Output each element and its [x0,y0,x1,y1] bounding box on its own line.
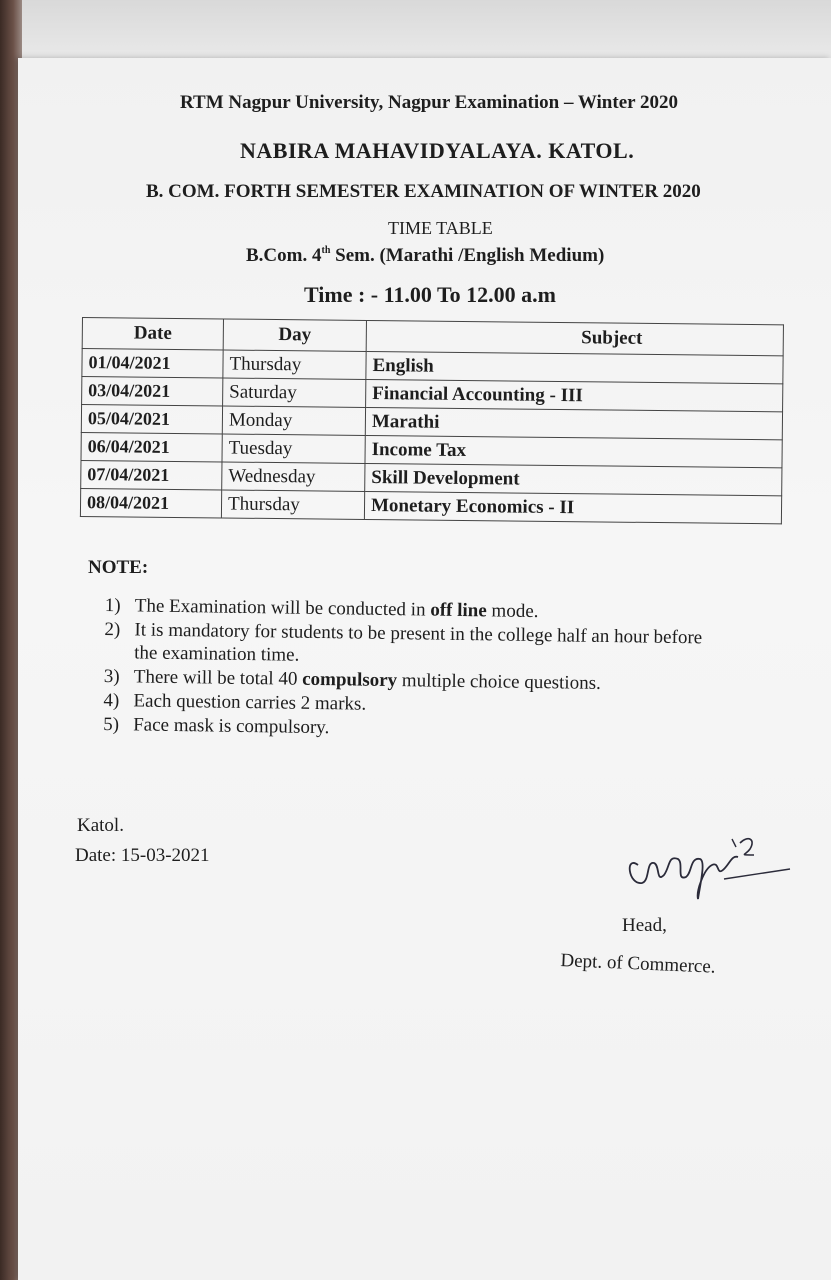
note-number: 3) [103,665,120,688]
cell-day: Thursday [221,490,364,519]
exam-title: B. COM. FORTH SEMESTER EXAMINATION OF WINTER 2020 [146,181,701,202]
cell-day: Saturday [223,378,366,407]
cell-subject: Monetary Economics - II [364,491,781,523]
note-text-end: multiple choice questions. [396,670,601,694]
cell-day: Monday [222,406,365,435]
note-text: Each question carries 2 marks. [133,690,367,715]
col-header-day: Day [223,319,366,351]
note-text: It is mandatory for students to be present in the college half an hour before [134,619,703,649]
note-text-end: mode. [486,600,539,623]
cell-date: 03/04/2021 [82,377,223,406]
note-number: 4) [103,689,120,712]
course-line-pre: B.Com. 4 [246,245,322,266]
issue-date: Date: 15-03-2021 [75,845,210,866]
cell-day: Tuesday [222,434,365,463]
signatory-title: Head, [622,915,667,936]
timetable-title: TIME TABLE [388,218,493,238]
notes-title: NOTE: [88,557,149,578]
cell-subject: Financial Accounting - III [366,379,783,411]
department-name: Dept. of Commerce. [560,950,716,978]
note-text: There will be total 40 [133,666,303,690]
cell-subject: Marathi [365,407,782,439]
course-line [246,245,604,267]
note-number: 1) [104,594,121,617]
cell-subject: Skill Development [365,463,782,495]
col-header-subject: Subject [366,320,783,355]
cell-date: 08/04/2021 [80,488,221,517]
cell-date: 06/04/2021 [81,432,222,461]
university-heading: RTM Nagpur University, Nagpur Examination – Winter 2020 [180,92,678,113]
course-line-sup: th [321,245,331,256]
cell-subject: Income Tax [365,435,782,467]
cell-date: 05/04/2021 [81,405,222,434]
cell-day: Thursday [223,350,366,379]
note-continuation: the examination time. [134,642,300,666]
exam-time: Time : - 11.00 To 12.00 a.m [304,282,557,307]
timetable [80,317,784,524]
note-text: Face mask is compulsory. [133,714,330,739]
college-name: NABIRA MAHAVIDYALAYA. KATOL. [240,138,635,163]
note-emphasis: compulsory [301,668,398,692]
course-line-post: Sem. (Marathi /English Medium) [330,245,605,266]
cell-subject: English [366,351,783,383]
col-header-date: Date [82,318,223,350]
place-label: Katol. [77,815,124,836]
table-row [80,488,781,523]
note-number: 5) [103,713,120,736]
notes-list [103,594,815,747]
cell-date: 01/04/2021 [82,349,223,378]
note-text: The Examination will be conducted in [134,595,431,621]
cell-day: Wednesday [222,462,365,491]
signature-image [620,825,795,905]
cell-date: 07/04/2021 [81,460,222,489]
note-number: 2) [104,618,121,641]
note-emphasis: off line [430,599,487,622]
